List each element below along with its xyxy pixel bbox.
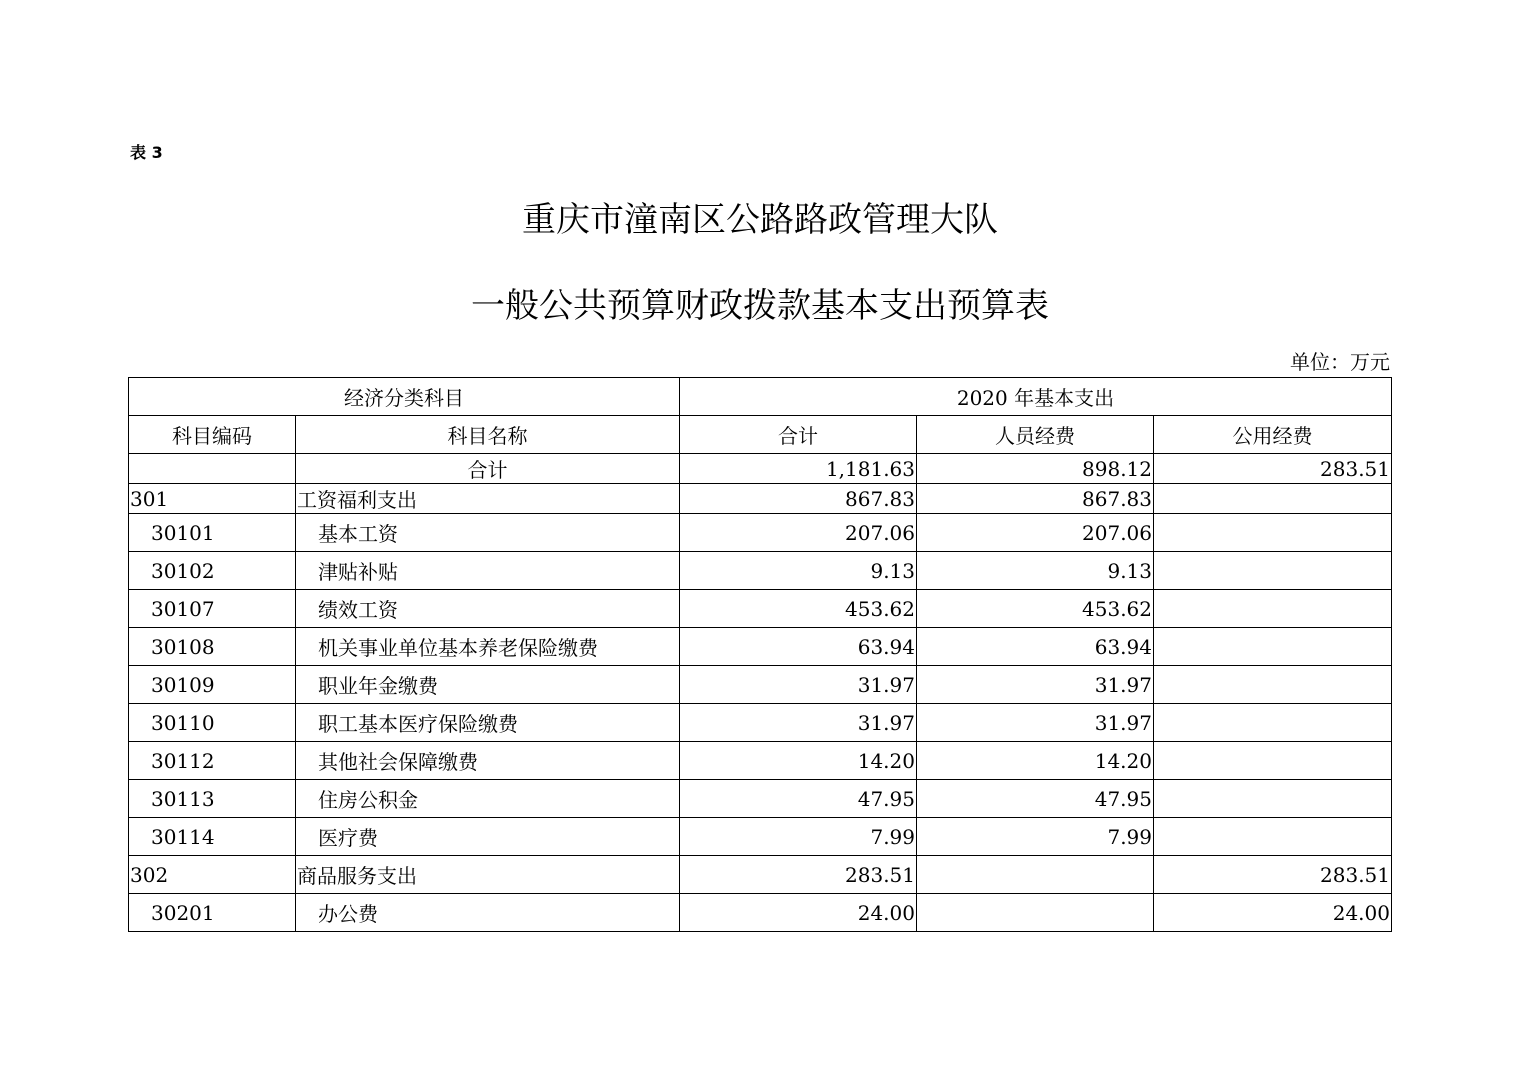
code-cell: 30114: [129, 818, 296, 856]
code-cell: 30113: [129, 780, 296, 818]
table-row: [129, 514, 1392, 552]
public-cell: 283.51: [1154, 856, 1392, 894]
name-cell: 职业年金缴费: [296, 666, 680, 704]
personnel-cell: 63.94: [917, 628, 1154, 666]
personnel-cell: 867.83: [917, 484, 1154, 514]
table-row: [129, 704, 1392, 742]
table-row: [129, 894, 1392, 932]
header-name: 科目名称: [296, 416, 680, 454]
total-cell: 63.94: [680, 628, 917, 666]
public-cell: [1154, 666, 1392, 704]
personnel-cell: [917, 856, 1154, 894]
public-cell: [1154, 704, 1392, 742]
public-cell: [1154, 818, 1392, 856]
total-cell: 453.62: [680, 590, 917, 628]
group-header-row: [129, 378, 1392, 416]
total-cell: 207.06: [680, 514, 917, 552]
code-cell: 302: [129, 856, 296, 894]
table-row: [129, 856, 1392, 894]
name-cell: 机关事业单位基本养老保险缴费: [296, 628, 680, 666]
public-cell: [1154, 780, 1392, 818]
name-cell: 基本工资: [296, 514, 680, 552]
name-cell: 医疗费: [296, 818, 680, 856]
total-cell: 47.95: [680, 780, 917, 818]
personnel-cell: [917, 894, 1154, 932]
table-row: [129, 628, 1392, 666]
personnel-cell: 31.97: [917, 704, 1154, 742]
header-total: 合计: [680, 416, 917, 454]
name-cell: 工资福利支出: [296, 484, 680, 514]
code-cell: 301: [129, 484, 296, 514]
code-cell: 30107: [129, 590, 296, 628]
budget-table: [128, 377, 1392, 932]
total-personnel-cell: 898.12: [917, 454, 1154, 484]
document-title-line-1: 重庆市潼南区公路路政管理大队: [522, 200, 998, 240]
total-cell: 24.00: [680, 894, 917, 932]
total-cell: 14.20: [680, 742, 917, 780]
code-cell: 30110: [129, 704, 296, 742]
personnel-cell: 14.20: [917, 742, 1154, 780]
name-cell: 商品服务支出: [296, 856, 680, 894]
total-row: [129, 454, 1392, 484]
total-cell: 31.97: [680, 704, 917, 742]
table-row: [129, 590, 1392, 628]
total-cell: 7.99: [680, 818, 917, 856]
code-cell: 30101: [129, 514, 296, 552]
header-personnel: 人员经费: [917, 416, 1154, 454]
code-cell: 30109: [129, 666, 296, 704]
code-cell: 30108: [129, 628, 296, 666]
document-title-line-2: 一般公共预算财政拨款基本支出预算表: [471, 286, 1049, 326]
public-cell: [1154, 742, 1392, 780]
personnel-cell: 47.95: [917, 780, 1154, 818]
personnel-cell: 31.97: [917, 666, 1154, 704]
unit-label: 单位：万元: [1290, 350, 1390, 374]
name-cell: 职工基本医疗保险缴费: [296, 704, 680, 742]
table-row: [129, 742, 1392, 780]
table-row: [129, 818, 1392, 856]
column-header-row: [129, 416, 1392, 454]
header-econ-category: 经济分类科目: [129, 378, 680, 416]
table-row: [129, 484, 1392, 514]
name-cell: 津贴补贴: [296, 552, 680, 590]
total-public-cell: 283.51: [1154, 454, 1392, 484]
personnel-cell: 453.62: [917, 590, 1154, 628]
code-cell: 30201: [129, 894, 296, 932]
table-row: [129, 666, 1392, 704]
total-name-cell: 合计: [296, 454, 680, 484]
header-basic-expense: 2020 年基本支出: [680, 378, 1392, 416]
name-cell: 住房公积金: [296, 780, 680, 818]
total-code-cell: [129, 454, 296, 484]
total-cell: 867.83: [680, 484, 917, 514]
public-cell: [1154, 484, 1392, 514]
public-cell: 24.00: [1154, 894, 1392, 932]
personnel-cell: 9.13: [917, 552, 1154, 590]
name-cell: 绩效工资: [296, 590, 680, 628]
name-cell: 办公费: [296, 894, 680, 932]
total-cell: 31.97: [680, 666, 917, 704]
total-total-cell: 1,181.63: [680, 454, 917, 484]
header-public: 公用经费: [1154, 416, 1392, 454]
code-cell: 30112: [129, 742, 296, 780]
table-row: [129, 552, 1392, 590]
personnel-cell: 7.99: [917, 818, 1154, 856]
personnel-cell: 207.06: [917, 514, 1154, 552]
total-cell: 283.51: [680, 856, 917, 894]
public-cell: [1154, 590, 1392, 628]
table-row: [129, 780, 1392, 818]
public-cell: [1154, 552, 1392, 590]
name-cell: 其他社会保障缴费: [296, 742, 680, 780]
table-number-label: 表 3: [130, 143, 163, 162]
public-cell: [1154, 628, 1392, 666]
public-cell: [1154, 514, 1392, 552]
total-cell: 9.13: [680, 552, 917, 590]
code-cell: 30102: [129, 552, 296, 590]
header-code: 科目编码: [129, 416, 296, 454]
